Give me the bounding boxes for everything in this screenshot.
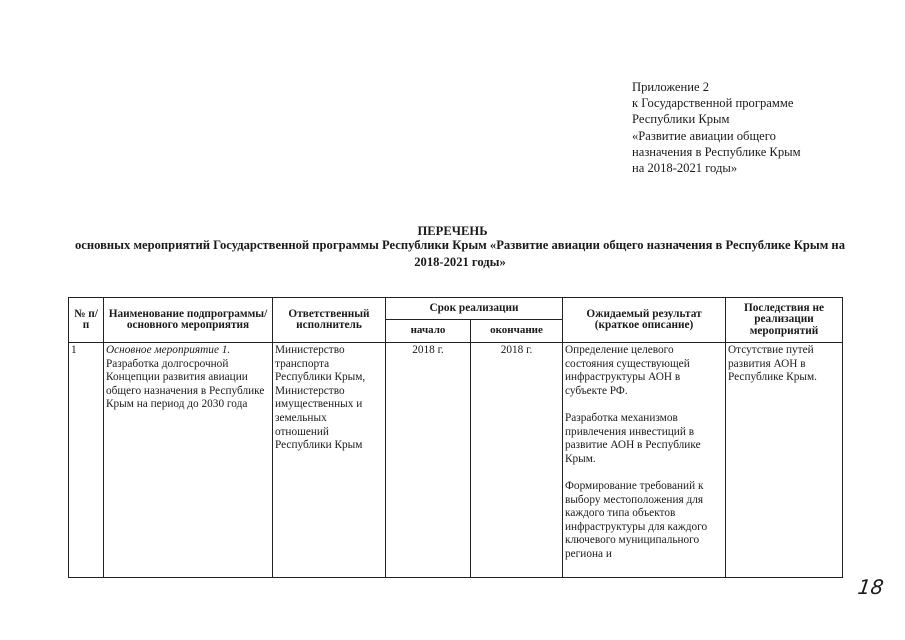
header-name: Наименование подпрограммы/ основного мероприятия (104, 298, 273, 343)
result-paragraph-1: Определение целевого состояния существующей инфраструктуры АОН в субъекте РФ. (565, 344, 690, 397)
document-subtitle: основных мероприятий Государственной программы Республики Крым «Развитие авиации общего назначения в Республике Крым на 2018-2021 годы» (75, 238, 845, 269)
header-period: Срок реализации (386, 298, 563, 320)
header-start: начало (386, 320, 471, 343)
header-end: окончание (471, 320, 563, 343)
cell-end: 2018 г. (471, 343, 563, 578)
header-result: Ожидаемый результат (краткое описание) (563, 298, 726, 343)
cell-start: 2018 г. (386, 343, 471, 578)
cell-name-label: Основное мероприятие 1. (106, 344, 231, 356)
page-number: 18 (856, 575, 886, 599)
header-num: № п/п (69, 298, 104, 343)
result-paragraph-2: Разработка механизмов привлечения инвестиций в развитие АОН в Республике Крым. (565, 411, 701, 465)
document-title: ПЕРЕЧЕНЬ (417, 224, 488, 238)
cell-name-text: Разработка долгосрочной Концепции развития авиации общего назначения в Республике Крым на период до 2030 года (106, 357, 265, 411)
appendix-header: Приложение 2 к Государственной программе Республики Крым «Развитие авиации общего назначения в Республике Крым на 2018-2021 годы» (632, 80, 801, 176)
cell-name (104, 343, 273, 578)
header-executor: Ответственный исполнитель (273, 298, 386, 343)
result-paragraph-3: Формирование требований к выбору местоположения для каждого типа объектов инфраструктуры для каждого ключевого муниципального региона и (565, 479, 708, 560)
cell-num: 1 (69, 343, 104, 578)
cell-consequences: Отсутствие путей развития АОН в Республике Крым. (726, 343, 843, 578)
table-row (69, 343, 843, 578)
cell-result (563, 343, 726, 578)
header-consequences: Последствия не реализации мероприятий (726, 298, 843, 343)
measures-table (68, 297, 843, 578)
cell-executor: Министерство транспорта Республики Крым, Министерство имущественных и земельных отношений Республики Крым (273, 343, 386, 578)
